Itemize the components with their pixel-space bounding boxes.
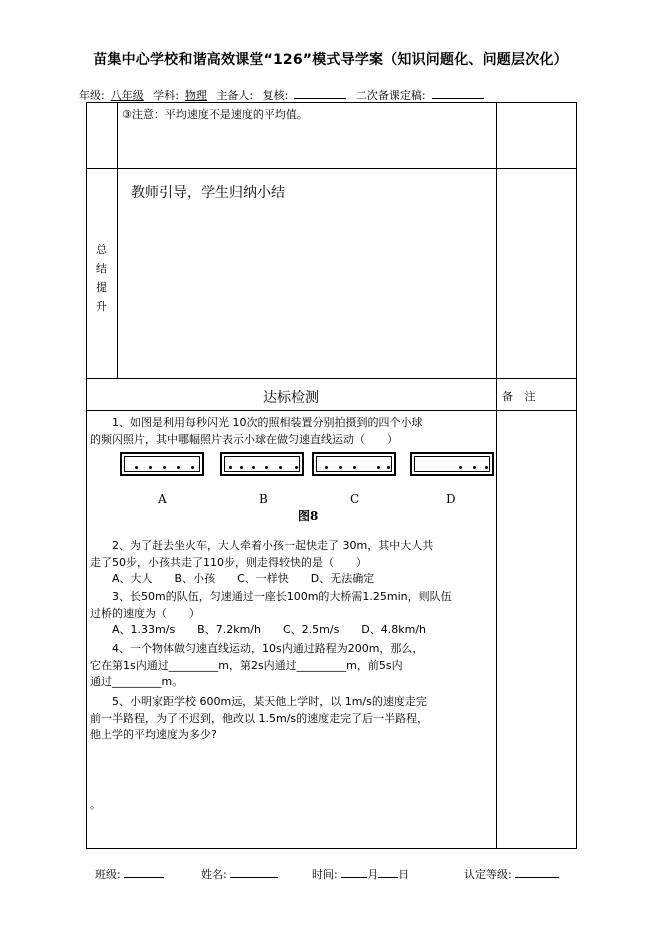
ball-dot [339, 466, 342, 469]
ball-dot [240, 466, 243, 469]
footer-rating [464, 866, 559, 882]
note-text: ③注意：平均速度不是速度的平均值。 [122, 108, 308, 121]
name-label: 姓名: [201, 868, 227, 881]
question-2 [90, 538, 494, 588]
test-header: 达标检测 [263, 390, 319, 406]
strip-d [410, 452, 494, 476]
meta-line [79, 87, 490, 103]
month-blank [341, 867, 367, 878]
second-prep-label: 二次备课定稿: [355, 89, 426, 102]
ball-dot [149, 466, 152, 469]
side-char: 总 [96, 243, 107, 256]
remark-header: 备 注 [502, 390, 540, 403]
ball-dot [163, 466, 166, 469]
strip-c [312, 452, 396, 476]
trailing-mark: 。 [90, 798, 101, 811]
time-label: 时间: [312, 868, 338, 881]
q2-line2: 走了50步，小孩共走了110步，则走得较快的是（ ） [90, 555, 367, 569]
class-label: 班级: [95, 868, 121, 881]
second-prep-blank [432, 88, 484, 99]
side-char: 提 [96, 281, 107, 294]
figure-label-c: C [350, 492, 360, 506]
question-3 [90, 589, 494, 639]
preparer-label: 主备人: [216, 89, 254, 102]
q2-line1: 2、为了赶去坐火车，大人牵着小孩一起快走了 30m，其中大人共 [112, 539, 434, 552]
figure-label-d: D [446, 492, 456, 506]
row-divider [86, 410, 577, 411]
ball-dot [387, 466, 390, 469]
q4-line2: 它在第1s内通过_________m，第2s内通过_________m，前5s内 [90, 658, 403, 672]
side-column-divider [117, 102, 118, 378]
ball-dot [191, 466, 194, 469]
subject-label: 学科: [153, 89, 179, 102]
strip-b [220, 452, 304, 476]
rating-blank [515, 867, 559, 878]
page-title: 苗集中心学校和谐高效课堂“126”模式导学案（知识问题化、问题层次化） [93, 52, 568, 68]
side-char: 升 [96, 300, 107, 313]
grade-label: 年级: [79, 89, 105, 102]
ball-dot [377, 466, 380, 469]
q3-line1: 3、长50m的队伍，匀速通过一座长100m的大桥需1.25min，则队伍 [112, 590, 452, 603]
q2-options: A、大人 B、小孩 C、一样快 D、无法确定 [112, 572, 375, 585]
summary-side-label [86, 240, 117, 316]
reviewer-blank [294, 88, 346, 99]
figure-label-b: B [259, 492, 268, 506]
figure-caption: 图8 [298, 509, 319, 523]
ball-dot [459, 466, 462, 469]
footer-name [201, 866, 278, 882]
q3-line2: 过桥的速度为（ ） [90, 606, 200, 620]
summary-text: 教师引导，学生归纳小结 [131, 185, 285, 201]
row-divider [86, 378, 577, 379]
q1-line2: 的频闪照片，其中哪幅照片表示小球在做匀速直线运动（ ） [90, 432, 398, 446]
q4-line1: 4、一个物体做匀速直线运动，10s内通过路程为200m，那么， [112, 642, 424, 655]
day-label: 日 [398, 868, 410, 881]
q3-options: A、1.33m/s B、7.2km/h C、2.5m/s D、4.8km/h [112, 623, 427, 636]
question-5 [90, 694, 494, 744]
remark-column-divider [496, 102, 497, 849]
question-4 [90, 641, 494, 691]
rating-label: 认定等级: [464, 868, 512, 881]
side-char: 结 [96, 262, 107, 275]
q5-line2: 前一半路程，为了不迟到，他改以 1.5m/s的速度走完了后一半路程， [90, 711, 429, 725]
q5-line1: 5、小明家距学校 600m远，某天他上学时，以 1m/s的速度走完 [112, 695, 427, 708]
ball-dot [135, 466, 138, 469]
ball-dot [279, 466, 282, 469]
footer-time [312, 866, 409, 882]
ball-dot [353, 466, 356, 469]
month-label: 月 [367, 868, 379, 881]
subject-value: 物理 [184, 89, 207, 102]
q1-line1: 1、如图是利用每秒闪光 10次的照相装置分别拍摄到的四个小球 [112, 416, 423, 429]
strip-a [120, 452, 204, 476]
ball-dot [473, 466, 476, 469]
figure-label-a: A [158, 492, 167, 506]
ball-dot [295, 466, 298, 469]
q5-line3: 他上学的平均速度为多少? [90, 728, 217, 741]
row-divider [86, 168, 577, 169]
grade-value: 八年级 [110, 89, 144, 102]
footer-class [95, 866, 164, 882]
class-blank [124, 867, 164, 878]
ball-dot [265, 466, 268, 469]
q4-line3: 通过_________m。 [90, 675, 184, 688]
ball-dot [252, 466, 255, 469]
ball-dot [325, 466, 328, 469]
question-1 [90, 415, 494, 448]
ball-dot [229, 466, 232, 469]
ball-dot [485, 466, 488, 469]
ball-dot [177, 466, 180, 469]
name-blank [230, 867, 278, 878]
reviewer-label: 复核: [262, 89, 289, 102]
day-blank [378, 867, 398, 878]
